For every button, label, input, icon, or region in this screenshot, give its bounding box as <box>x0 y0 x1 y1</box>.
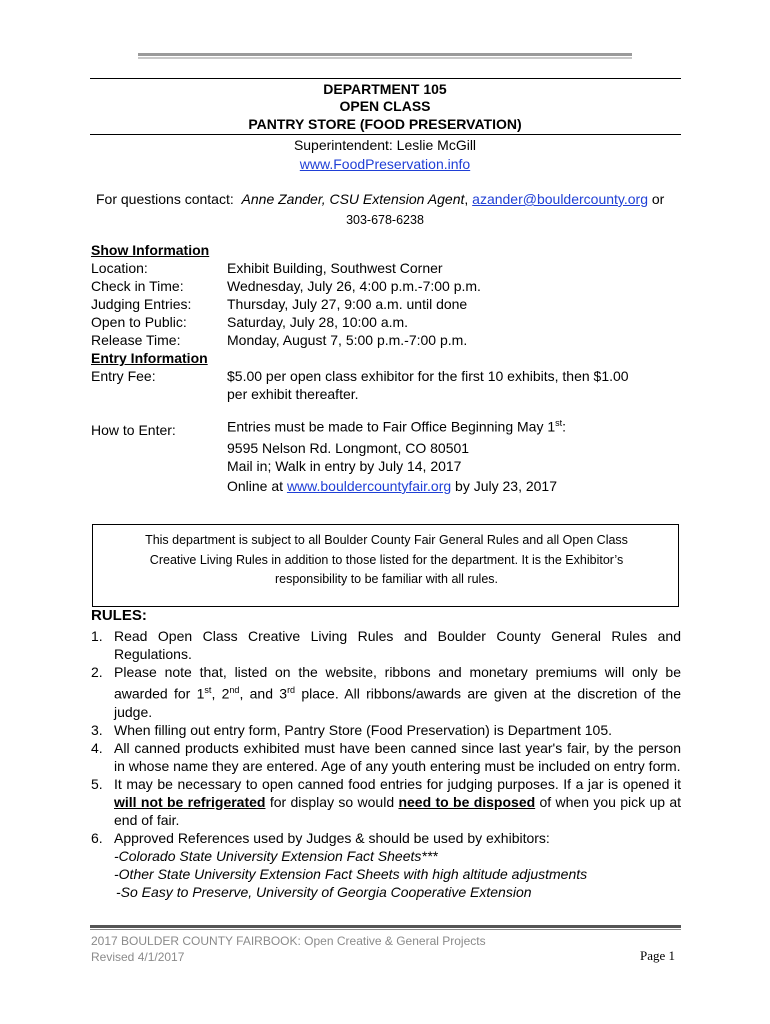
superintendent: Superintendent: Leslie McGill <box>293 137 477 153</box>
show-info-label: Judging Entries: <box>91 296 192 312</box>
rule-item <box>91 829 681 901</box>
show-info-label: Location: <box>91 260 148 276</box>
rules-title: RULES: <box>91 607 147 624</box>
rule-number: 3. <box>91 721 103 738</box>
rule-text: , 2 <box>211 685 230 702</box>
contact-role: CSU Extension Agent <box>329 191 465 207</box>
top-rule-shadow <box>138 57 632 59</box>
how-to-enter-label: How to Enter: <box>91 422 176 438</box>
page-number: Page 1 <box>640 948 676 963</box>
rule-emphasis: need to be disposed <box>398 793 536 810</box>
rule-text: place. All ribbons/awards are given at the discretion of the judge. <box>114 685 681 720</box>
rule-text: It may be necessary to open canned food entries for judging purposes. If a jar is opened it <box>114 775 681 792</box>
header-rule-top <box>90 78 681 79</box>
notice-line: Creative Living Rules in addition to those listed for the department. It is the Exhibitor’s <box>149 553 624 567</box>
contact-prefix: For questions contact: <box>96 191 234 207</box>
online-prefix: Online at <box>227 478 284 494</box>
show-info-value: Exhibit Building, Southwest Corner <box>227 260 443 276</box>
reference-item: -Colorado State University Extension Fact Sheets*** <box>114 847 438 864</box>
rule-text: Please note that, listed on the website, ribbons and monetary premiums will only be awarded for 1 <box>114 664 681 702</box>
reference-item: -Other State University Extension Fact Sheets with high altitude adjustments <box>114 865 588 882</box>
rule-item <box>91 775 681 829</box>
online-line <box>227 478 557 494</box>
rule-number: 1. <box>91 628 103 644</box>
website-link[interactable]: www.FoodPreservation.info <box>299 156 471 172</box>
contact-phone: 303-678-6238 <box>346 213 424 227</box>
show-info-label: Open to Public: <box>91 314 187 330</box>
top-rule <box>138 53 632 56</box>
entry-fee-line: $5.00 per open class exhibitor for the first 10 exhibits, then $1.00 <box>227 368 629 384</box>
show-info-heading: Show Information <box>91 242 210 258</box>
department-number: DEPARTMENT 105 <box>323 81 447 97</box>
show-info-value: Thursday, July 27, 9:00 a.m. until done <box>227 296 468 312</box>
notice-line: This department is subject to all Boulder County Fair General Rules and all Open Class <box>145 533 628 547</box>
entry-fee-line: per exhibit thereafter. <box>227 386 359 402</box>
contact-or: or <box>651 191 665 207</box>
rule-number: 4. <box>91 739 103 756</box>
mail-in-line: Mail in; Walk in entry by July 14, 2017 <box>227 458 462 474</box>
rule-text: Approved References used by Judges & should be used by exhibitors: <box>114 829 550 846</box>
ordinal-suffix: rd <box>287 685 296 695</box>
footer-rule-thin <box>90 929 681 930</box>
ordinal-suffix: st <box>555 418 563 428</box>
page-title: PANTRY STORE (FOOD PRESERVATION) <box>248 116 522 132</box>
rule-number: 6. <box>91 829 103 846</box>
address-line: 9595 Nelson Rd. Longmont, CO 80501 <box>227 440 470 456</box>
header-rule-bottom <box>90 134 681 135</box>
show-info-label: Release Time: <box>91 332 181 348</box>
footer-rule <box>90 925 681 928</box>
fair-website-link[interactable]: www.bouldercountyfair.org <box>286 478 452 494</box>
rule-number: 2. <box>91 664 103 680</box>
contact-name: Anne Zander <box>241 191 322 207</box>
rules-list <box>91 627 681 901</box>
rule-item <box>91 739 681 775</box>
rule-number: 5. <box>91 775 103 792</box>
rule-emphasis: will not be refrigerated <box>114 793 266 810</box>
rule-item <box>91 721 681 739</box>
rule-item <box>91 663 681 721</box>
online-deadline: by July 23, 2017 <box>455 478 557 494</box>
entry-info-heading: Entry Information <box>91 350 208 366</box>
entry-fee-label: Entry Fee: <box>91 368 156 384</box>
ordinal-suffix: nd <box>229 685 240 695</box>
rule-text: of when you pick up at end of fair. <box>114 793 682 828</box>
show-info-value: Wednesday, July 26, 4:00 p.m.-7:00 p.m. <box>227 278 481 294</box>
website-row <box>90 156 680 172</box>
ordinal-suffix: st <box>204 685 212 695</box>
contact-line: For questions contact: Anne Zander, CSU Extension Agent, azander@bouldercounty.org or <box>96 191 665 207</box>
how-to-enter-colon: : <box>562 418 567 435</box>
rule-text: , and 3 <box>239 685 288 702</box>
contact-email-link[interactable]: azander@bouldercounty.org <box>472 191 648 207</box>
how-to-enter-line <box>227 418 566 435</box>
rule-text: Read Open Class Creative Living Rules and Boulder County General Rules and Regulations. <box>114 628 681 662</box>
how-to-enter-text: Entries must be made to Fair Office Beginning May 1 <box>227 418 556 435</box>
show-info-value: Saturday, July 28, 10:00 a.m. <box>227 314 409 330</box>
class-name: OPEN CLASS <box>339 98 431 114</box>
rule-text: for display so would <box>269 793 395 810</box>
show-info-label: Check in Time: <box>91 278 184 294</box>
notice-line: responsibility to be familiar with all rules. <box>274 572 498 586</box>
rule-text: When filling out entry form, Pantry Store (Food Preservation) is Department 105. <box>114 721 612 738</box>
rule-item <box>91 627 681 663</box>
footer-title: 2017 BOULDER COUNTY FAIRBOOK: Open Creative & General Projects <box>91 934 486 948</box>
reference-item: -So Easy to Preserve, University of Georgia Cooperative Extension <box>116 883 532 900</box>
show-info-value: Monday, August 7, 5:00 p.m.-7:00 p.m. <box>227 332 468 348</box>
rule-text: All canned products exhibited must have been canned since last year's fair, by the person in whose name they are entered. Age of any youth entering must be included on entry form. <box>114 739 681 774</box>
footer-revised: Revised 4/1/2017 <box>91 950 185 964</box>
